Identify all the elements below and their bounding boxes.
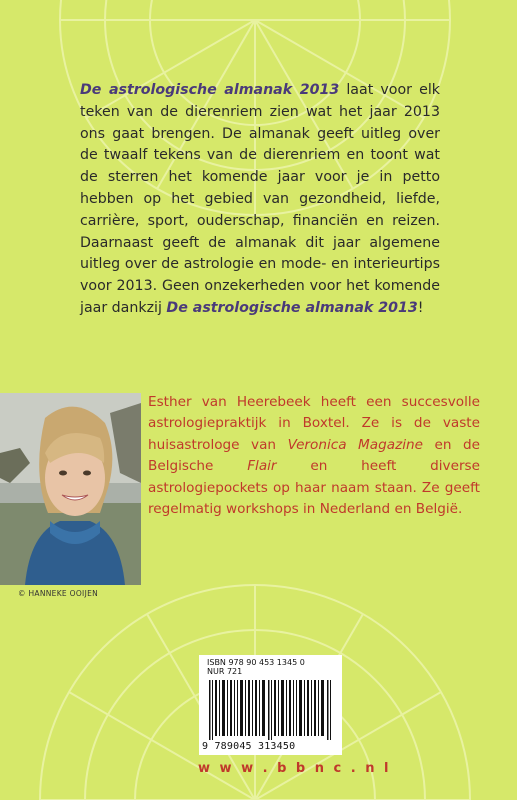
- blurb-text: laat voor elk teken van de dierenriem zien wat het jaar 2013 ons gaat brengen. De almanak geeft uitleg over de twaalf tekens van de dierenriem en toont wat de sterren het komende jaar voor je in petto hebben op het gebied van gezondheid, liefde, carrière, sport, ouderschap, financiën en reizen. Daarnaast geeft de almanak dit jaar algemene uitleg over de astrologie en mode- en interieurtips voor 2013. Geen onzekerheden voor het komende jaar dankzij: [80, 82, 440, 316]
- author-bio: [148, 392, 480, 520]
- nur-text: NUR 721: [207, 667, 243, 676]
- book-blurb: [80, 80, 440, 320]
- magazine-name-2: Flair: [247, 458, 277, 475]
- bio-text-2: en de Belgische: [148, 436, 480, 475]
- bio-text-3: en heeft diverse astrologiepockets op haar naam staan. Ze geeft regelmatig workshops in Nederland en België.: [148, 458, 480, 518]
- publisher-url[interactable]: w w w . b b n c . n l: [198, 761, 391, 776]
- barcode-icon: [207, 680, 335, 740]
- isbn-text: ISBN 978 90 453 1345 0: [207, 658, 305, 667]
- bio-text-1: Esther van Heerebeek heeft een succesvolle astrologiepraktijk in Boxtel. Ze is de vaste huisastrologe van: [148, 394, 480, 453]
- barcode-panel: [199, 655, 342, 755]
- book-title-italic: De astrologische almanak 2013: [80, 82, 340, 98]
- photo-credit: © HANNEKE OOIJEN: [18, 589, 99, 598]
- magazine-name-1: Veronica Magazine: [287, 436, 423, 453]
- book-title-italic-2: De astrologische almanak 2013: [166, 299, 418, 316]
- blurb-end: !: [417, 299, 424, 316]
- barcode-number: 9 789045 313450: [202, 741, 296, 752]
- author-photo: [0, 393, 141, 585]
